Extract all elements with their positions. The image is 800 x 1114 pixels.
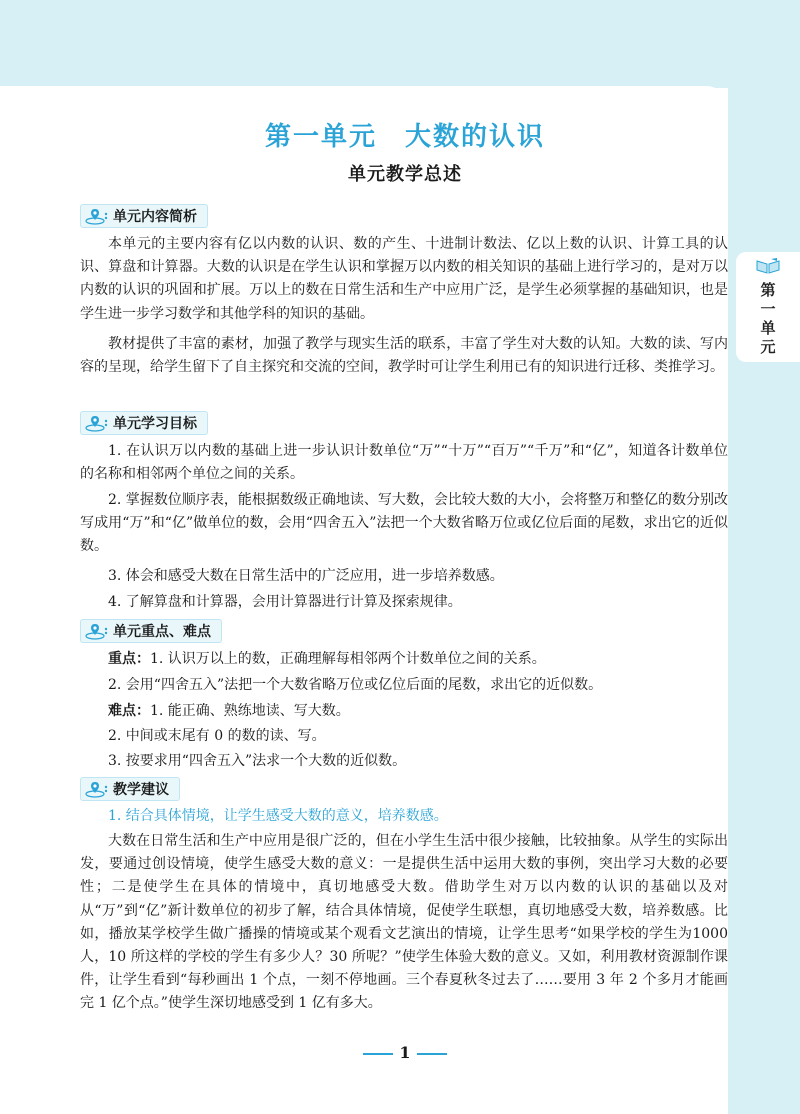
page-subtitle: 单元教学总述 <box>348 164 462 185</box>
focus-item: 2. 会用“四舍五入”法把一个大数省略万位或亿位后面的尾数，求出它的近似数。 <box>108 677 603 693</box>
difficulty-item: 1. 能正确、熟练地读、写大数。 <box>150 703 350 719</box>
section-label: 单元重点、难点 <box>113 624 211 640</box>
list-item: 4. 了解算盘和计算器，会用计算器进行计算及探索规律。 <box>108 594 462 610</box>
footer-dash <box>417 1053 447 1055</box>
section-heading-learning-goals <box>80 411 208 435</box>
pin-icon <box>85 207 109 225</box>
paragraph: 本单元的主要内容有亿以内数的认识、数的产生、十进制计数法、亿以上数的认识、计算工具的认识、算盘和计算器。大数的认识是在学生认识和掌握万以内数的相关知识的基础上进行学习的，是对万以内数的认识的巩固和扩展。万以上的数在日常生活和生产中应用广泛，是学生必须掌握的基础知识，也是学生进一步学习数学和其他学科的知识的基础。 <box>80 236 728 322</box>
book-icon <box>755 258 781 274</box>
side-band <box>728 0 800 1114</box>
page-footer <box>80 1043 730 1062</box>
paragraph: 教材提供了丰富的素材，加强了教学与现实生活的联系，丰富了学生对大数的认知。大数的读、写内容的呈现，给学生留下了自主探究和交流的空间，教学时可让学生利用已有的知识进行迁移、类推学习。 <box>80 336 728 376</box>
difficulty-item: 3. 按要求用“四舍五入”法求一个大数的近似数。 <box>108 753 407 769</box>
focus-item: 1. 认识万以上的数，正确理解每相邻两个计数单位之间的关系。 <box>150 651 546 667</box>
list-item: 2. 掌握数位顺序表，能根据数级正确地读、写大数，会比较大数的大小，会将整万和整亿的数分别改写成用“万”和“亿”做单位的数，会用“四舍五入”法把一个大数省略万位或亿位后面的尾数，求出它的近似数。 <box>80 492 728 555</box>
section-label: 单元学习目标 <box>113 416 197 432</box>
difficulty-item: 2. 中间或末尾有 0 的数的读、写。 <box>108 728 326 744</box>
list-item: 1. 在认识万以内数的基础上进一步认识计数单位“万”“十万”“百万”“千万”和“亿”，知道各计数单位的名称和相邻两个单位之间的关系。 <box>80 443 728 483</box>
section-label: 单元内容简析 <box>113 209 197 225</box>
section-heading-suggestions <box>80 777 180 801</box>
list-item: 3. 体会和感受大数在日常生活中的广泛应用，进一步培养数感。 <box>108 568 504 584</box>
section-heading-content-overview <box>80 204 208 228</box>
unit-side-tab <box>736 252 800 362</box>
footer-dash <box>363 1053 393 1055</box>
unit-title: 第一单元 大数的认识 <box>264 122 545 152</box>
top-band <box>0 0 800 88</box>
focus-label: 重点： <box>108 651 150 667</box>
sub-heading: 1. 结合具体情境，让学生感受大数的意义，培养数感。 <box>108 808 448 824</box>
page-number: 1 <box>399 1043 411 1062</box>
paragraph: 大数在日常生活和生产中应用是很广泛的，但在小学生生活中很少接触，比较抽象。从学生的实际出发，要通过创设情境，使学生感受大数的意义：一是提供生活中运用大数的事例，突出学习大数的必要性；二是使学生在具体的情境中，真切地感受大数。借助学生对万以内数的认识的基础以及对从“万”到“亿”新计数单位的初步了解，结合具体情境，促使学生联想，真切地感受大数，培养数感。比如，播放某学校学生做广播操的情境或某个观看文艺演出的情境，让学生思考“如果学校的学生为1000 人，10 所这样的学校的学生有多少人？30 所呢？”使学生体验大数的意义。又如，利用教材资源制作课件，让学生看到“每秒画出 1 个点，一刻不停地画。三个春夏秋冬过去了……要用 3 年 2 个多月才能画完 1 亿个点。”使学生深切地感受到 1 亿有多大。 <box>80 833 728 1012</box>
difficulty-line-1 <box>80 700 728 723</box>
section-label: 教学建议 <box>113 782 169 798</box>
focus-line-1 <box>80 648 728 671</box>
pin-icon <box>85 414 109 432</box>
pin-icon <box>85 622 109 640</box>
difficulty-label: 难点： <box>108 703 150 719</box>
side-tab-label: 第一单元 <box>758 282 777 358</box>
section-heading-key-points <box>80 619 222 643</box>
pin-icon <box>85 780 109 798</box>
